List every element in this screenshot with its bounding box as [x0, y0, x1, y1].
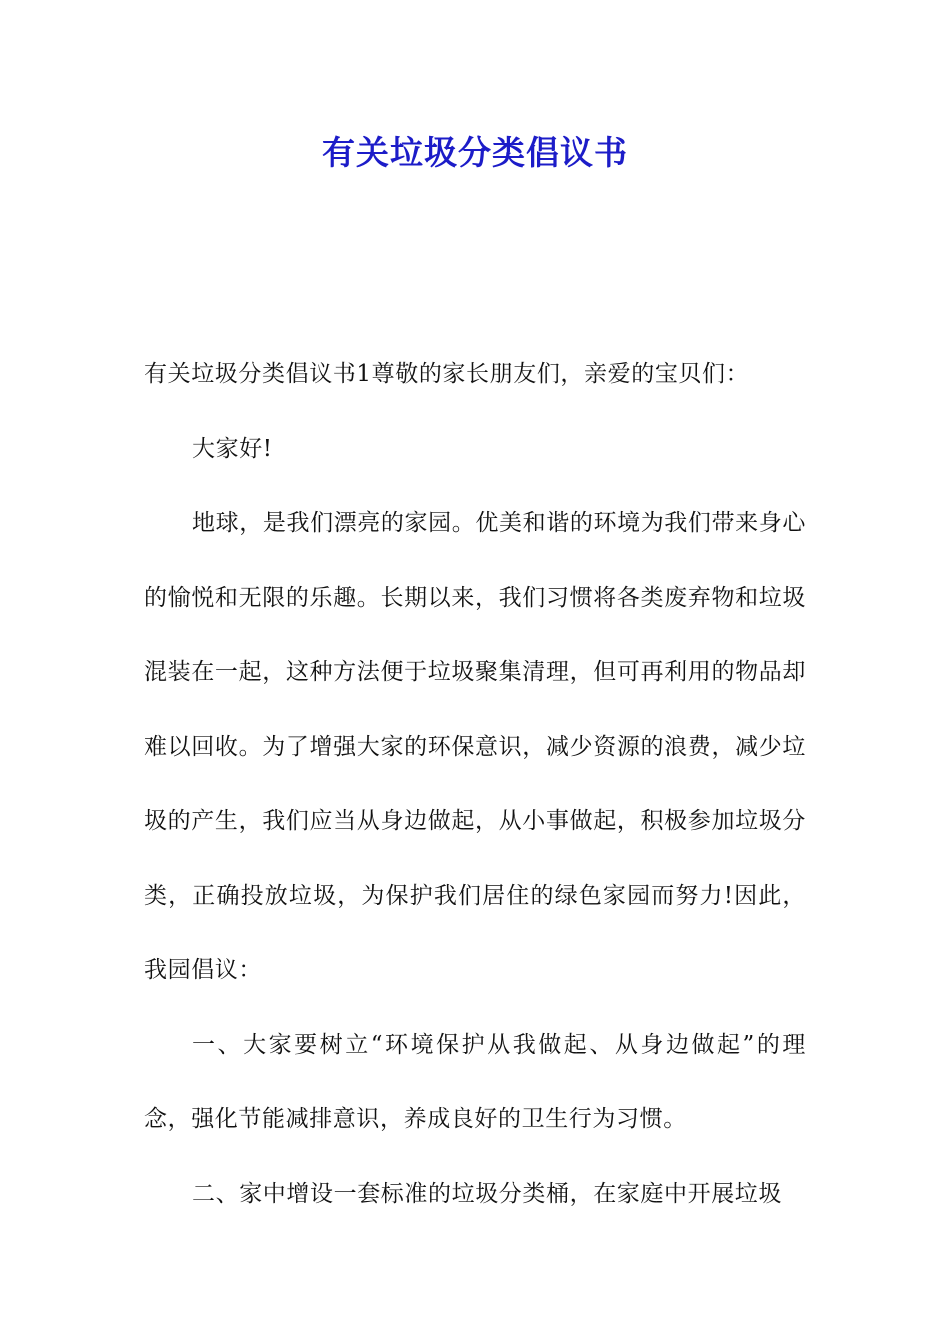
paragraph-greeting: 大家好!	[192, 435, 273, 462]
paragraph-salutation: 有关垃圾分类倡议书1尊敬的家长朋友们，亲爱的宝贝们：	[144, 361, 750, 387]
paragraph-item-2: 二、家中增设一套标准的垃圾分类桶，在家庭中开展垃圾	[192, 1180, 782, 1207]
paragraph-intro: 地球，是我们漂亮的家园。优美和谐的环境为我们带来身心的愉悦和无限的乐趣。长期以来，我们习惯将各类废弃物和垃圾混装在一起，这种方法便于垃圾聚集清理，但可再利用的物品却难以回收。为了增强大家的环保意识，减少资源的浪费，减少垃圾的产生，我们应当从身边做起，从小事做起，积极参加垃圾分类，正确投放垃圾，为保护我们居住的绿色家园而努力!因此，我园倡议：	[144, 510, 806, 983]
document-title: 有关垃圾分类倡议书	[322, 133, 628, 172]
document-body	[144, 337, 806, 1231]
paragraph-item-1: 一、大家要树立“环境保护从我做起、从身边做起”的理念，强化节能减排意识，养成良好的卫生行为习惯。	[144, 1031, 806, 1132]
